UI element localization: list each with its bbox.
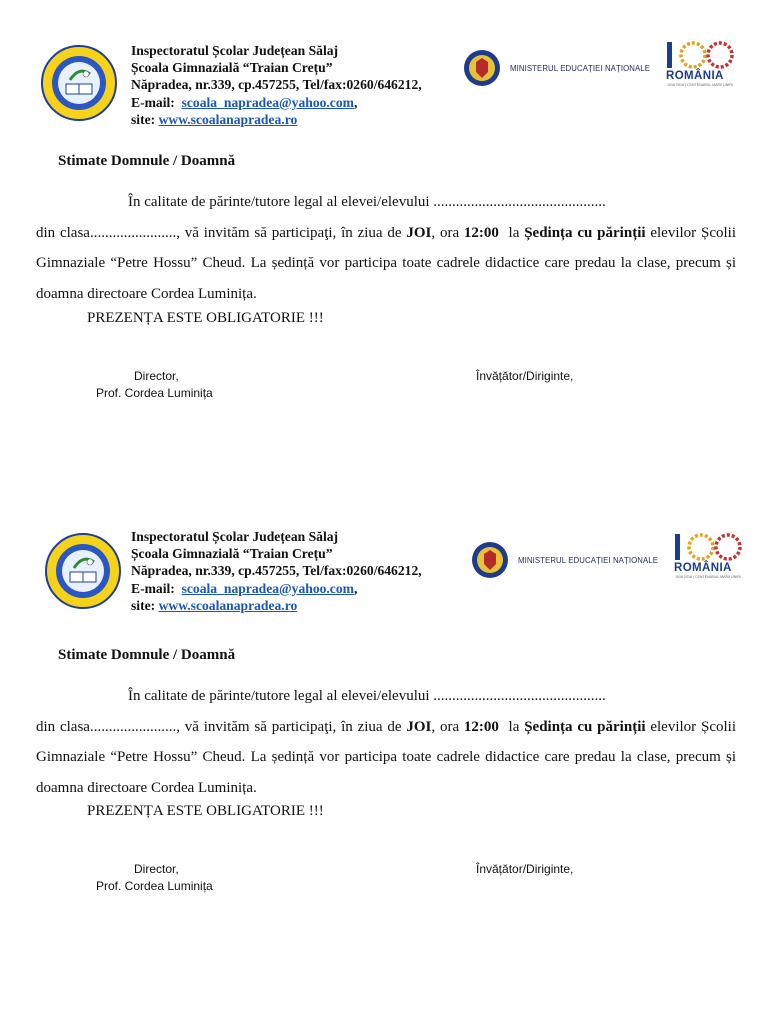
centenary-100-icon [672, 532, 748, 564]
ministry-emblem-icon [470, 540, 510, 580]
site-label: site: [131, 597, 156, 613]
director-name: Prof. Cordea Luminița [96, 386, 213, 400]
letter-paragraph-1: În calitate de părinte/tutore legal al elevei/elevului .............................................. [128, 194, 606, 210]
email-suffix: , [353, 94, 358, 110]
email-link[interactable]: scoala_napradea@yahoo.com [181, 580, 354, 596]
ministry-emblem-icon [462, 48, 502, 88]
letter-paragraph-1: În calitate de părinte/tutore legal al elevei/elevului .............................................. [128, 688, 606, 704]
teacher-label: Învățător/Diriginte, [476, 862, 574, 876]
meeting-title: Ședința cu părinții [524, 224, 646, 241]
meeting-time: 12:00 [463, 224, 499, 241]
school-name: Școala Gimnazială “Traian Crețu” [131, 60, 333, 76]
meeting-title: Ședința cu părinții [524, 718, 646, 735]
school-seal-logo [44, 532, 122, 610]
inspectorate-name: Inspectoratul Școlar Județean Sălaj [131, 43, 339, 58]
centenary-country: ROMÂNIA [666, 70, 724, 82]
ministry-name: MINISTERUL EDUCAȚIEI NAȚIONALE [518, 556, 659, 565]
director-label: Director, [134, 862, 179, 876]
email-line [131, 94, 471, 111]
meeting-day: JOI [406, 718, 432, 735]
inspectorate-name: Inspectoratul Școlar Județean Sălaj [131, 529, 339, 544]
centenary-caption: 1918 2018 | CENTENARUL MARII UNIRI [667, 83, 733, 87]
letter-paragraph-2: din clasa......................., vă invităm să participaţi, în ziua de JOI, ora 12:00 la Ședința cu părinții elevilor Școlii Gimnaziale “Petre Hossu” Cheud. La ședință vor participa toate cadrele didactice care predau la clase, precum și doamna directoare Cordea Luminița. [36, 718, 736, 796]
invitation-copy-1 [0, 0, 768, 490]
site-line [131, 111, 471, 128]
ministry-logo [462, 48, 657, 88]
invitation-copy-2 [0, 492, 768, 982]
school-name: Școala Gimnazială “Traian Crețu” [131, 546, 333, 562]
email-label: E-mail: [131, 94, 175, 110]
school-header [131, 528, 471, 614]
salutation: Stimate Domnule / Doamnă [58, 153, 236, 169]
presence-notice: PREZENȚA ESTE OBLIGATORIE !!! [87, 310, 324, 326]
centenary-100-icon [664, 40, 740, 72]
school-address: Năpradea, nr.339, cp.457255, Tel/fax:0260/646212, [131, 563, 422, 579]
ministry-logo [470, 540, 665, 580]
centenary-logo [664, 40, 740, 90]
ministry-name: MINISTERUL EDUCAȚIEI NAȚIONALE [510, 64, 651, 73]
presence-notice: PREZENȚA ESTE OBLIGATORIE !!! [87, 803, 324, 819]
director-name: Prof. Cordea Luminița [96, 879, 213, 893]
school-address: Năpradea, nr.339, cp.457255, Tel/fax:0260/646212, [131, 77, 422, 93]
email-label: E-mail: [131, 580, 175, 596]
letter-body [36, 187, 736, 309]
letter-body [36, 681, 736, 803]
centenary-caption: 1918 2018 | CENTENARUL MARII UNIRI [675, 575, 741, 579]
site-link[interactable]: www.scoalanapradea.ro [158, 597, 298, 613]
site-label: site: [131, 111, 156, 127]
email-suffix: , [353, 580, 358, 596]
meeting-day: JOI [406, 224, 432, 241]
centenary-country: ROMÂNIA [674, 562, 732, 574]
salutation: Stimate Domnule / Doamnă [58, 647, 236, 663]
site-line [131, 597, 471, 614]
director-label: Director, [134, 369, 179, 383]
letter-paragraph-2: din clasa......................., vă invităm să participaţi, în ziua de JOI, ora 12:00 la Ședința cu părinții elevilor Școlii Gimnaziale “Petre Hossu” Cheud. La ședință vor participa toate cadrele didactice care predau la clase, precum și doamna directoare Cordea Luminița. [36, 224, 736, 302]
meeting-time: 12:00 [463, 718, 499, 735]
school-header [131, 42, 471, 128]
teacher-label: Învățător/Diriginte, [476, 369, 574, 383]
email-link[interactable]: scoala_napradea@yahoo.com [181, 94, 354, 110]
site-link[interactable]: www.scoalanapradea.ro [158, 111, 298, 127]
email-line [131, 580, 471, 597]
school-seal-logo [40, 44, 118, 122]
centenary-logo [672, 532, 748, 582]
